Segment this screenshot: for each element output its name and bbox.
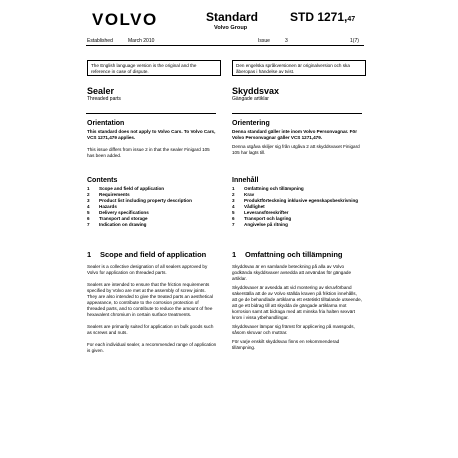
orientation-bold-sv: Denna standard gäller inte inom Volvo Personvagnar. För Volvo Personvagnar gäller VCS 1271,479. (232, 129, 357, 140)
left-title-rule (86, 113, 216, 114)
contents-item[interactable]: 1 Omfattning och tillämpning (232, 186, 304, 191)
section-1-p3-en: Sealers are primarily suited for application on bulk goods such as screws and nuts. (87, 324, 214, 335)
contents-item[interactable]: 5 Delivery specifications (87, 210, 149, 215)
section-1-sv (232, 250, 362, 354)
contents-item[interactable]: 1 Scope and field of application (87, 186, 165, 191)
orientation-text-sv: Denna utgåva skiljer sig från utgåva 2 att skyddsvaxet Finigard 105 har lagts till. (232, 144, 360, 155)
document-type-title: Standard (206, 10, 259, 24)
right-column (232, 86, 362, 102)
contents-item[interactable]: 6 Transport och lagring (232, 216, 292, 221)
established-date: March 2010 (128, 38, 155, 44)
left-column (87, 86, 217, 102)
contents-item[interactable]: 4 Vådlighet (232, 204, 265, 209)
issue-number: 3 (285, 38, 288, 44)
right-title-rule (232, 113, 362, 114)
section-1-p2-en: Sealers are intended to ensure that the friction requirements specified by Volvo are met at the assembly of screw joints. They are also intended to give the treated parts an aesthetical appearance, to contribute to the corrosion protection of threaded parts, and to contribute to reduce the amount of free hexavalent chromium in certain surface treatments. (87, 282, 213, 317)
section-1-p1-sv: Skyddsvax är en samlande beteckning på alla av Volvo godkända skyddsvaxer avsedda att användas för gängade artiklar. (232, 264, 352, 281)
language-notice-sv: Den engelska språkversionen är originalversion och ska åberopas i händelse av tvist. (232, 60, 366, 76)
contents-item[interactable]: 4 Hazards (87, 204, 117, 209)
header-rule (86, 45, 364, 46)
established-label: Established (87, 38, 113, 44)
orientation-sv (232, 120, 362, 159)
orientation-heading-sv: Orientering (232, 120, 270, 127)
contents-item[interactable]: 3 Product list including property description (87, 198, 192, 203)
section-1-p1-en: Sealer is a collective designation of all sealers approved by Volvo for application on threaded parts. (87, 264, 208, 275)
section-1-en (87, 250, 217, 357)
section-1-heading-en: 1 Scope and field of application (87, 250, 207, 259)
contents-item[interactable]: 6 Transport and storage (87, 216, 148, 221)
contents-list-sv (232, 186, 362, 228)
contents-item[interactable]: 2 Krav (232, 192, 255, 197)
issue-label: Issue (258, 38, 270, 44)
title-en: Sealer (87, 86, 115, 96)
document-organization: Volvo Group (214, 25, 248, 31)
subtitle-en: Threaded parts (87, 96, 121, 102)
contents-item[interactable]: 3 Produktförteckning inklusive egenskapsbeskrivning (232, 198, 359, 203)
section-1-p4-sv: För varje enskilt skyddsvax finns en rekommenderad tillämpning. (232, 339, 340, 350)
subtitle-sv: Gängade artiklar (232, 96, 269, 102)
standard-number (290, 10, 355, 24)
contents-heading-sv: Innehåll (232, 177, 259, 184)
orientation-text-en: This issue differs from issue 2 in that the sealer Finigard 105 has been added. (87, 147, 210, 158)
contents-item[interactable]: 7 Indication on drawing (87, 222, 147, 227)
section-1-p3-sv: Skyddsvaxer lämpar sig främst för applicering på massgods, såsom skruvar och muttrar. (232, 324, 355, 335)
volvo-logo: VOLVO (92, 10, 158, 29)
standard-number-suffix: 47 (347, 16, 356, 23)
language-notice-en: The English language version is the original and the reference in case of dispute. (87, 60, 221, 76)
contents-item[interactable]: 2 Requirements (87, 192, 130, 197)
standard-number-main: STD 1271, (290, 10, 348, 24)
orientation-en (87, 120, 217, 162)
contents-item[interactable]: 7 Angivelse på ritning (232, 222, 288, 227)
contents-list-en (87, 186, 217, 228)
section-1-p2-sv: Skyddsvaxer är avsedda att vid montering av skruvförband säkerställa att de av Volvo ställda kraven på friktion innehålls, att ge de behandlade artiklarna ett estetiskt tilltalande utseende, att ge ett bidrag till att skydda de gängade artiklarna mot korrosion samt att bidraga med att minska fria halten sexvärt krom i vissa ytbehandlingar. (232, 285, 362, 320)
orientation-bold-en: This standard does not apply to Volvo Cars. To Volvo Cars, VCS 1271,479 applies. (87, 129, 216, 140)
contents-item[interactable]: 5 Leveransföreskrifter (232, 210, 289, 215)
orientation-heading-en: Orientation (87, 120, 125, 127)
section-1-heading-sv: 1 Omfattning och tillämpning (232, 250, 343, 259)
title-sv: Skyddsvax (232, 86, 280, 96)
section-1-p4-en: For each individual sealer, a recommended range of application is given. (87, 342, 217, 353)
contents-heading-en: Contents (87, 177, 118, 184)
contents-en (87, 177, 217, 228)
contents-sv (232, 177, 362, 228)
page-number: 1(7) (350, 38, 359, 44)
